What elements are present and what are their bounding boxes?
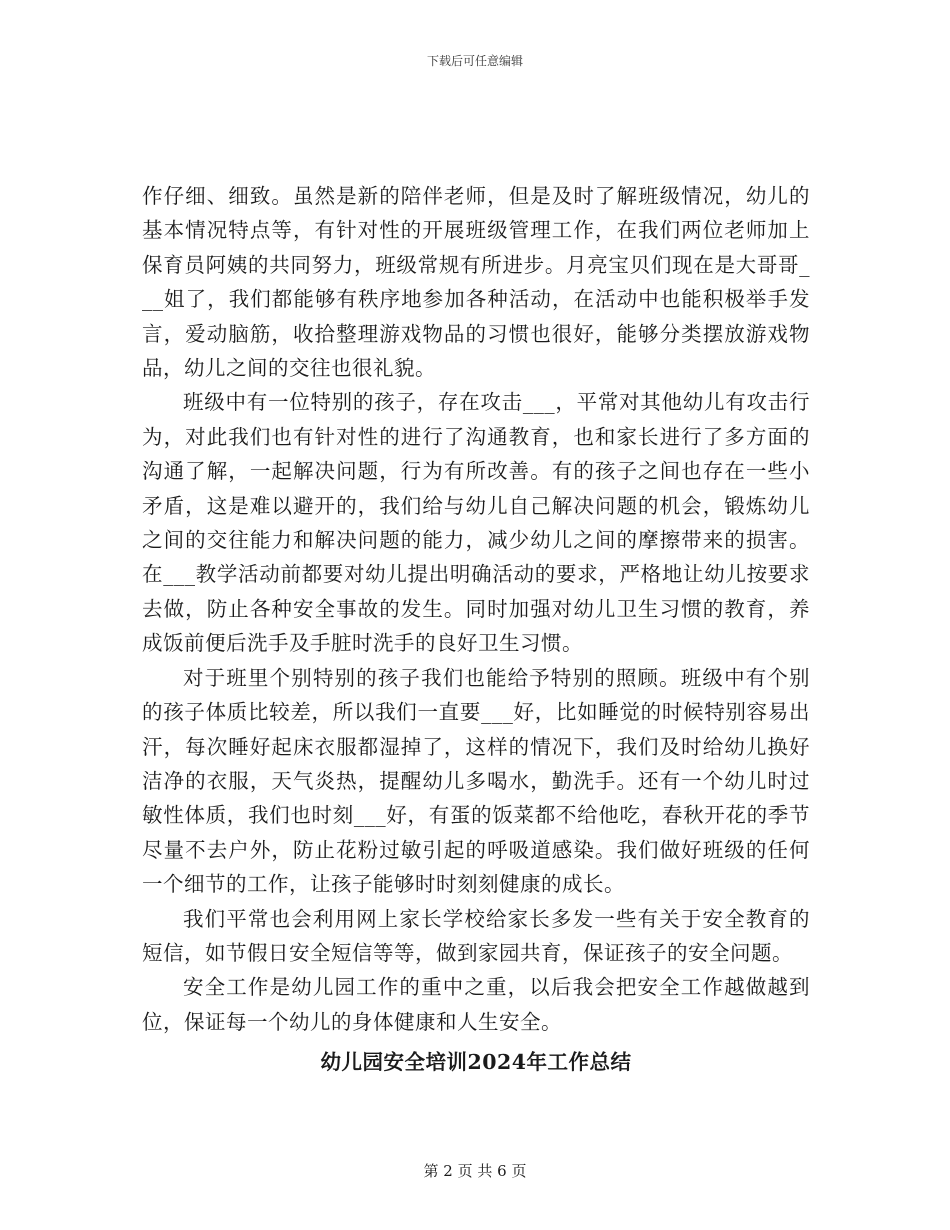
paragraph-parent-school: 我们平常也会利用网上家长学校给家长多发一些有关于安全教育的短信，如节假日安全短信等等，做到家园共育，保证孩子的安全问题。 xyxy=(142,906,810,965)
page-number: 第 2 页 共 6 页 xyxy=(423,1162,527,1180)
paragraph-safety-priority: 安全工作是幼儿园工作的重中之重，以后我会把安全工作越做越到位，保证每一个幼儿的身体健康和人生安全。 xyxy=(142,975,810,1034)
section-title: 幼儿园安全培训2024年工作总结 xyxy=(320,1050,632,1075)
page-header: 下载后可任意编辑 xyxy=(426,54,523,68)
paragraph-individual-care: 对于班里个别特别的孩子我们也能给予特别的照顾。班级中有个别的孩子体质比较差，所以我们一直要___好，比如睡觉的时候特别容易出汗，每次睡好起床衣服都湿掉了，这样的情况下，我们及时给幼儿换好洁净的衣服，天气炎热，提醒幼儿多喝水，勤洗手。还有一个幼儿时过敏性体质，我们也时刻___好，有蛋的饭菜都不给他吃，春秋开花的季节尽量不去户外，防止花粉过敏引起的呼吸道感染。我们做好班级的任何一个细节的工作，让孩子能够时时刻刻健康的成长。 xyxy=(142,665,810,897)
paragraph-continued: 作仔细、细致。虽然是新的陪伴老师，但是及时了解班级情况，幼儿的基本情况特点等，有针对性的开展班级管理工作，在我们两位老师加上保育员阿姨的共同努力，班级常规有所进步。月亮宝贝们现在是大哥哥___姐了，我们都能够有秩序地参加各种活动，在活动中也能积极举手发言，爱动脑筋，收拾整理游戏物品的习惯也很好，能够分类摆放游戏物品，幼儿之间的交往也很礼貌。 xyxy=(142,184,810,381)
paragraph-special-child: 班级中有一位特别的孩子，存在攻击___，平常对其他幼儿有攻击行为，对此我们也有针对性的进行了沟通教育，也和家长进行了多方面的沟通了解，一起解决问题，行为有所改善。有的孩子之间也存在一些小矛盾，这是难以避开的，我们给与幼儿自己解决问题的机会，锻炼幼儿之间的交往能力和解决问题的能力，减少幼儿之间的摩擦带来的损害。在___教学活动前都要对幼儿提出明确活动的要求，严格地让幼儿按要求去做，防止各种安全事故的发生。同时加强对幼儿卫生习惯的教育，养成饭前便后洗手及手脏时洗手的良好卫生习惯。 xyxy=(142,390,810,656)
document-body xyxy=(142,179,810,1079)
